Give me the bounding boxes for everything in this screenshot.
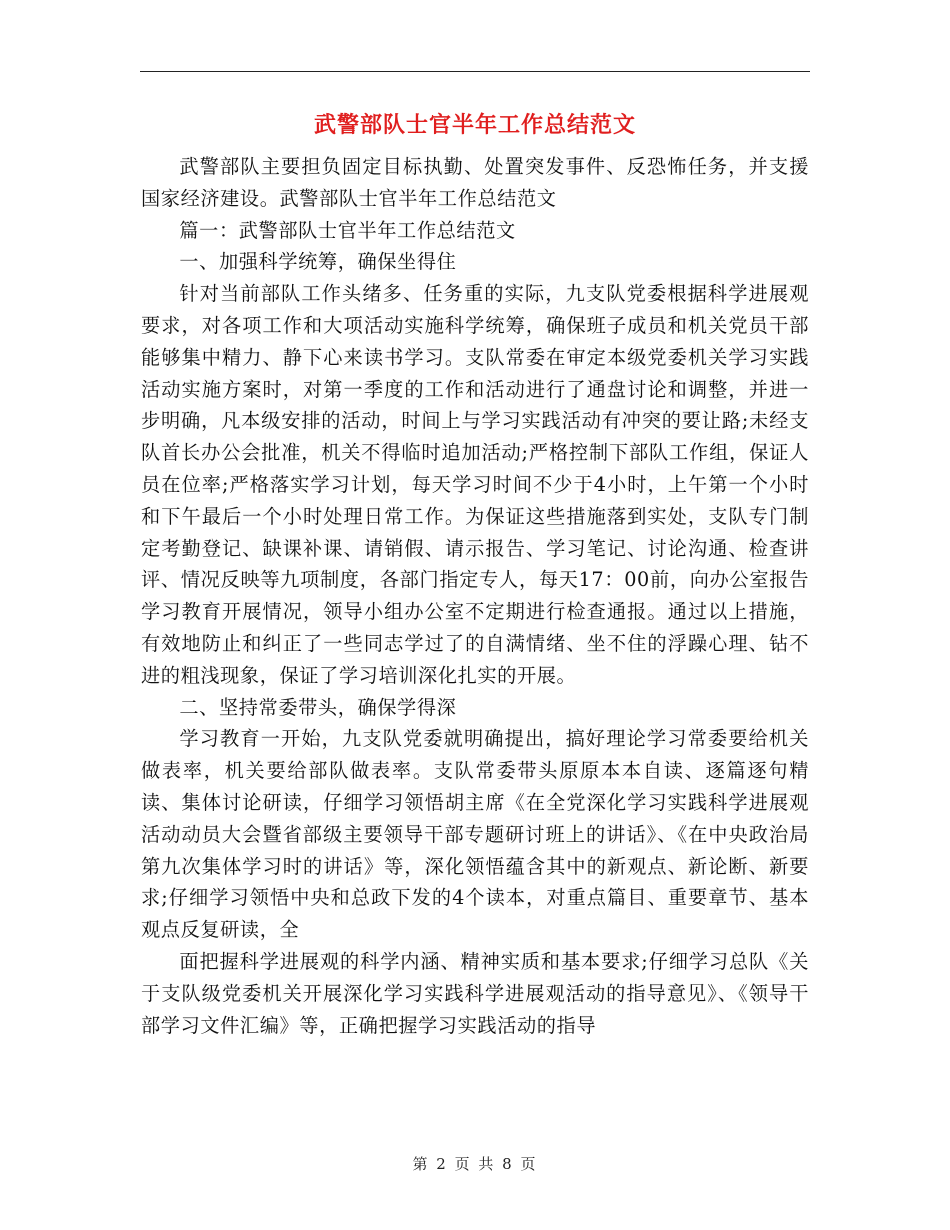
header-rule	[140, 71, 810, 72]
section-heading-2: 二、坚持常委带头，确保学得深	[179, 695, 457, 719]
section-heading-1: 一、加强科学统筹，确保坐得住	[179, 250, 457, 274]
paragraph-section-2-continued: 面把握科学进展观的科学内涵、精神实质和基本要求;仔细学习总队《关于支队级党委机关开展深化学习实践科学进展观活动的指导意见》、《领导干部学习文件汇编》等，正确把握学习实践活动的指导	[141, 949, 809, 1037]
document-body	[141, 151, 809, 1041]
paragraph-intro: 武警部队主要担负固定目标执勤、处置突发事件、反恐怖任务，并支援国家经济建设。武警部队士官半年工作总结范文	[141, 155, 809, 210]
paragraph-part-one-heading: 篇一：武警部队士官半年工作总结范文	[179, 218, 516, 242]
paragraph-section-2: 学习教育一开始，九支队党委就明确提出，搞好理论学习常委要给机关做表率，机关要给部队做表率。支队常委带头原原本本自读、逐篇逐句精读、集体讨论研读，仔细学习领悟胡主席《在全党深化学习实践科学进展观活动动员大会暨省部级主要领导干部专题研讨班上的讲话》、《在中央政治局第九次集体学习时的讲话》等，深化领悟蕴含其中的新观点、新论断、新要求;仔细学习领悟中央和总政下发的4个读本，对重点篇目、重要章节、基本观点反复研读，全	[141, 727, 809, 942]
document-title: 武警部队士官半年工作总结范文	[313, 112, 636, 138]
page-number-footer: 第 2 页 共 8 页	[412, 1155, 538, 1173]
paragraph-section-1: 针对当前部队工作头绪多、任务重的实际，九支队党委根据科学进展观要求，对各项工作和大项活动实施科学统筹，确保班子成员和机关党员干部能够集中精力、静下心来读书学习。支队常委在审定本级党委机关学习实践活动实施方案时，对第一季度的工作和活动进行了通盘讨论和调整，并进一步明确，凡本级安排的活动，时间上与学习实践活动有冲突的要让路;未经支队首长办公会批准，机关不得临时追加活动;严格控制下部队工作组，保证人员在位率;严格落实学习计划，每天学习时间不少于4小时，上午第一个小时和下午最后一个小时处理日常工作。为保证这些措施落到实处，支队专门制定考勤登记、缺课补课、请销假、请示报告、学习笔记、讨论沟通、检查讲评、情况反映等九项制度，各部门指定专人，每天17：00前，向办公室报告学习教育开展情况，领导小组办公室不定期进行检查通报。通过以上措施，有效地防止和纠正了一些同志学过了的自满情绪、坐不住的浮躁心理、钻不进的粗浅现象，保证了学习培训深化扎实的开展。	[141, 282, 809, 687]
